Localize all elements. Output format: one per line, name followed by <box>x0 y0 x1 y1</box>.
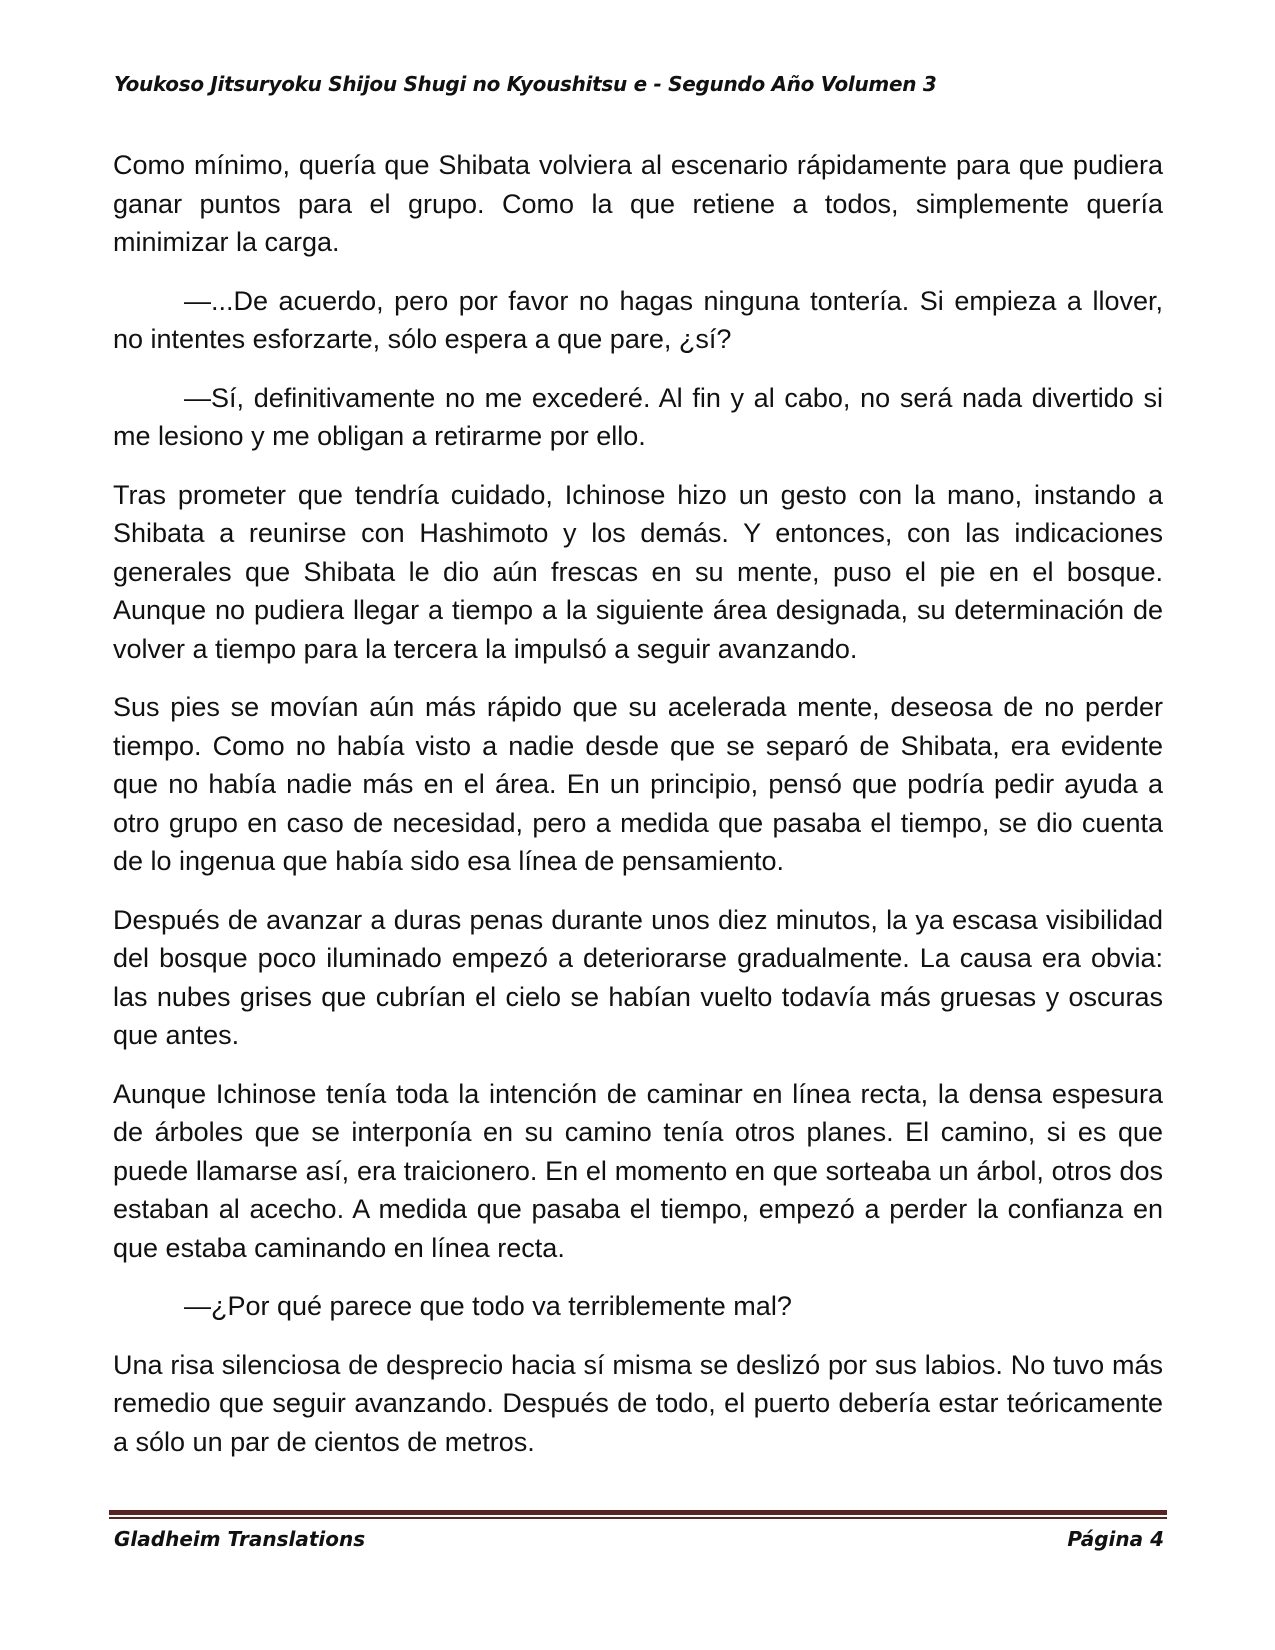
paragraph: Tras prometer que tendría cuidado, Ichinose hizo un gesto con la mano, instando a Shibata a reunirse con Hashimoto y los demás. Y entonces, con las indicaciones generales que Shibata le dio aún frescas en su mente, puso el pie en el bosque. Aunque no pudiera llegar a tiempo a la siguiente área designada, su determinación de volver a tiempo para la tercera la impulsó a seguir avanzando. <box>113 479 1163 664</box>
footer-page-number: Página 4 <box>1067 1527 1164 1551</box>
footer-translator-name: Gladheim Translations <box>114 1527 366 1551</box>
paragraph: Una risa silenciosa de desprecio hacia sí misma se deslizó por sus labios. No tuvo más remedio que seguir avanzando. Después de todo, el puerto debería estar teóricamente a sólo un par de cientos de metros. <box>113 1349 1163 1457</box>
paragraph: Como mínimo, quería que Shibata volviera al escenario rápidamente para que pudiera ganar puntos para el grupo. Como la que retiene a todos, simplemente quería minimizar la carga. <box>113 150 1163 257</box>
dialogue-paragraph: —Sí, definitivamente no me excederé. Al fin y al cabo, no será nada divertido si me lesiono y me obligan a retirarme por ello. <box>113 382 1163 451</box>
footer-divider <box>109 1510 1167 1519</box>
paragraph: Aunque Ichinose tenía toda la intención de caminar en línea recta, la densa espesura de árboles que se interponía en su camino tenía otros planes. El camino, si es que puede llamarse así, era traicionero. En el momento en que sorteaba un árbol, otros dos estaban al acecho. A medida que pasaba el tiempo, empezó a perder la confianza en que estaba caminando en línea recta. <box>113 1078 1163 1263</box>
paragraph: Después de avanzar a duras penas durante unos diez minutos, la ya escasa visibilidad del bosque poco iluminado empezó a deteriorarse gradualmente. La causa era obvia: las nubes grises que cubrían el cielo se habían vuelto todavía más gruesas y oscuras que antes. <box>113 904 1163 1050</box>
footer-divider-thin-line <box>109 1517 1167 1519</box>
page-body <box>113 146 1163 1481</box>
footer-divider-thick-line <box>109 1510 1167 1515</box>
page-footer <box>114 1527 1164 1557</box>
paragraph: Sus pies se movían aún más rápido que su acelerada mente, deseosa de no perder tiempo. Como no había visto a nadie desde que se separó de Shibata, era evidente que no había nadie más en el área. En un principio, pensó que podría pedir ayuda a otro grupo en caso de necesidad, pero a medida que pasaba el tiempo, se dio cuenta de lo ingenua que había sido esa línea de pensamiento. <box>113 692 1163 876</box>
dialogue-paragraph: —¿Por qué parece que todo va terriblemente mal? <box>184 1291 792 1321</box>
page-header-title: Youkoso Jitsuryoku Shijou Shugi no Kyoushitsu e - Segundo Año Volumen 3 <box>114 72 937 96</box>
dialogue-paragraph: —...De acuerdo, pero por favor no hagas ninguna tontería. Si empieza a llover, no intentes esforzarte, sólo espera a que pare, ¿sí? <box>113 285 1163 354</box>
